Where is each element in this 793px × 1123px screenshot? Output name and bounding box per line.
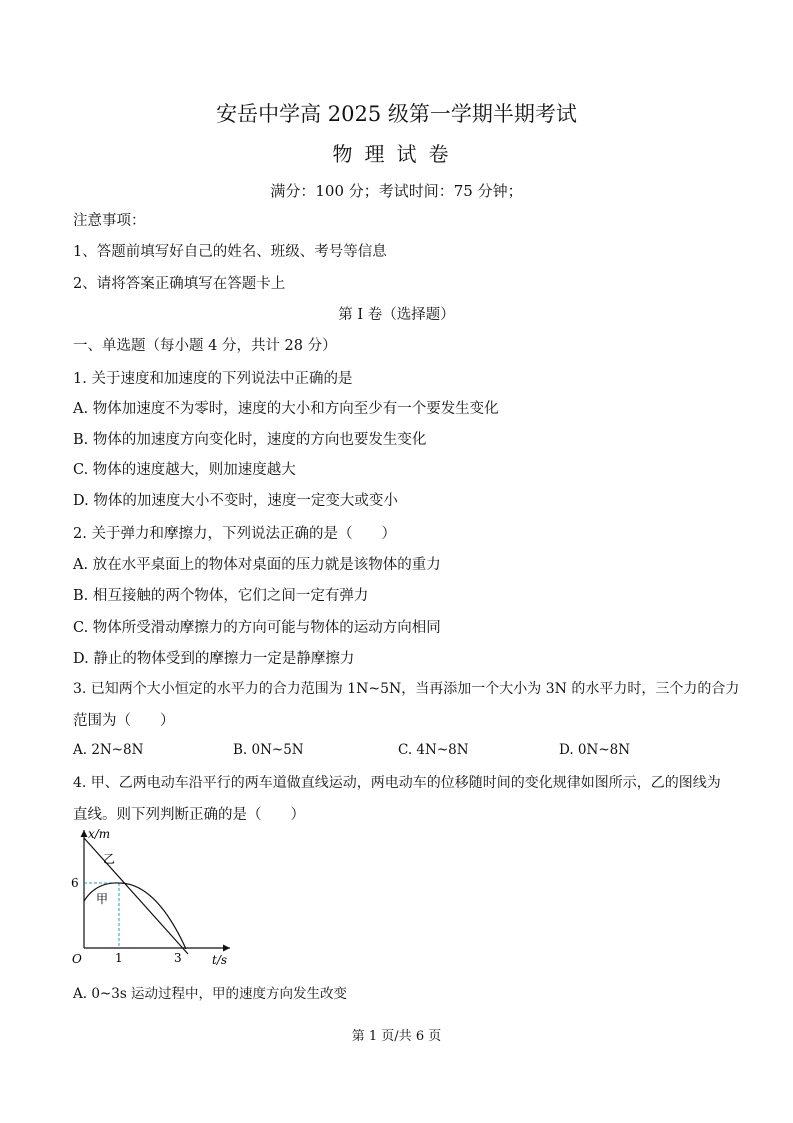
exam-subtitle: 物理试卷	[332, 142, 461, 166]
series-label-yi: 乙	[103, 852, 116, 866]
question-stem-continued: 直线。则下列判断正确的是（ ）	[73, 807, 305, 823]
question-stem: 4. 甲、乙两电动车沿平行的两车道做直线运动，两电动车的位移随时间的变化规律如图所示，乙的图线为	[73, 775, 721, 791]
answer-option: C. 物体的速度越大，则加速度越大	[73, 462, 296, 478]
page-footer: 第 1 页/共 6 页	[351, 1029, 442, 1044]
question-stem: 2. 关于弹力和摩擦力，下列说法正确的是（ ）	[73, 526, 396, 542]
x-axis-label: t/s	[212, 953, 228, 967]
x-tick-label: 1	[115, 951, 123, 965]
answer-option: C. 物体所受滑动摩擦力的方向可能与物体的运动方向相同	[73, 620, 441, 636]
series-label-jia: 甲	[96, 892, 109, 906]
answer-option: B. 物体的加速度方向变化时，速度的方向也要发生变化	[73, 432, 427, 448]
answer-option: D. 0N~8N	[559, 742, 631, 758]
y-tick-label: 6	[71, 876, 79, 890]
exam-title: 安岳中学高 2025 级第一学期半期考试	[216, 102, 577, 126]
answer-option: A. 放在水平桌面上的物体对桌面的压力就是该物体的重力	[73, 557, 441, 573]
answer-option: A. 物体加速度不为零时，速度的大小和方向至少有一个要发生变化	[73, 401, 499, 417]
x-tick-label: 3	[174, 951, 182, 965]
origin-label: O	[72, 952, 82, 966]
question-stem: 1. 关于速度和加速度的下列说法中正确的是	[73, 371, 353, 387]
y-axis-label: x/m	[88, 827, 111, 841]
answer-option: D. 静止的物体受到的摩擦力一定是静摩擦力	[73, 651, 355, 667]
answer-option: A. 0~3s 运动过程中，甲的速度方向发生改变	[73, 986, 348, 1002]
question-stem: 3. 已知两个大小恒定的水平力的合力范围为 1N~5N，当再添加一个大小为 3N 的水平力时，三个力的合力	[73, 681, 740, 697]
notes-heading: 注意事项：	[73, 213, 146, 229]
part-heading: 一、单选题（每小题 4 分，共计 28 分）	[73, 338, 337, 354]
score-time-info: 满分：100 分；考试时间：75 分钟；	[270, 182, 523, 200]
answer-option: B. 相互接触的两个物体，它们之间一定有弹力	[73, 588, 369, 604]
position-time-graph	[66, 824, 246, 972]
answer-option: B. 0N~5N	[233, 742, 304, 758]
section-title: 第 I 卷（选择题）	[338, 307, 455, 323]
note-item: 1、答题前填写好自己的姓名、班级、考号等信息	[73, 244, 387, 260]
note-item: 2、请将答案正确填写在答题卡上	[73, 276, 286, 292]
answer-option: D. 物体的加速度大小不变时，速度一定变大或变小	[73, 493, 398, 509]
question-stem-continued: 范围为（ ）	[73, 713, 175, 729]
answer-option: A. 2N~8N	[73, 742, 144, 758]
answer-option: C. 4N~8N	[398, 742, 469, 758]
